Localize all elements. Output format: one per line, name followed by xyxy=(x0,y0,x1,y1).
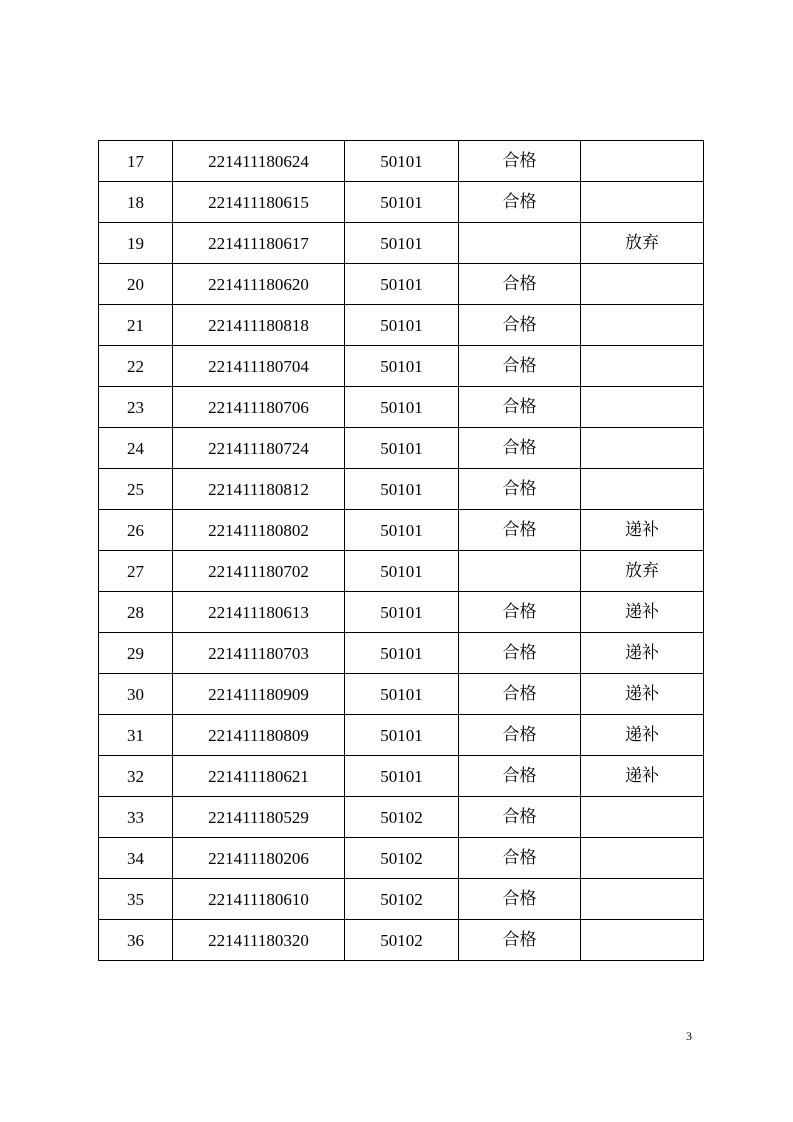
table-row xyxy=(99,469,704,510)
note-cell xyxy=(581,469,704,510)
row-number-cell: 33 xyxy=(99,797,173,838)
row-number-cell: 35 xyxy=(99,879,173,920)
note-cell xyxy=(581,264,704,305)
result-cell: 合格 xyxy=(459,346,581,387)
table-row xyxy=(99,879,704,920)
row-number-cell: 32 xyxy=(99,756,173,797)
row-number-cell: 36 xyxy=(99,920,173,961)
table-row xyxy=(99,592,704,633)
result-cell: 合格 xyxy=(459,305,581,346)
candidate-id-cell: 221411180809 xyxy=(173,715,345,756)
candidate-id-cell: 221411180624 xyxy=(173,141,345,182)
candidate-id-cell: 221411180818 xyxy=(173,305,345,346)
row-number-cell: 21 xyxy=(99,305,173,346)
candidate-id-cell: 221411180812 xyxy=(173,469,345,510)
table-row xyxy=(99,387,704,428)
candidate-id-cell: 221411180320 xyxy=(173,920,345,961)
position-code-cell: 50101 xyxy=(345,182,459,223)
row-number-cell: 29 xyxy=(99,633,173,674)
row-number-cell: 26 xyxy=(99,510,173,551)
table-row xyxy=(99,141,704,182)
position-code-cell: 50101 xyxy=(345,223,459,264)
candidate-id-cell: 221411180610 xyxy=(173,879,345,920)
table-row xyxy=(99,223,704,264)
position-code-cell: 50101 xyxy=(345,141,459,182)
table-row xyxy=(99,920,704,961)
note-cell xyxy=(581,305,704,346)
row-number-cell: 31 xyxy=(99,715,173,756)
table-row xyxy=(99,633,704,674)
position-code-cell: 50101 xyxy=(345,633,459,674)
position-code-cell: 50101 xyxy=(345,305,459,346)
note-cell xyxy=(581,428,704,469)
row-number-cell: 18 xyxy=(99,182,173,223)
result-cell: 合格 xyxy=(459,838,581,879)
table-row xyxy=(99,551,704,592)
candidate-id-cell: 221411180617 xyxy=(173,223,345,264)
result-cell: 合格 xyxy=(459,633,581,674)
result-cell xyxy=(459,223,581,264)
row-number-cell: 28 xyxy=(99,592,173,633)
results-table xyxy=(98,140,704,961)
candidate-id-cell: 221411180620 xyxy=(173,264,345,305)
result-cell: 合格 xyxy=(459,756,581,797)
position-code-cell: 50101 xyxy=(345,264,459,305)
table-row xyxy=(99,797,704,838)
note-cell xyxy=(581,387,704,428)
candidate-id-cell: 221411180621 xyxy=(173,756,345,797)
result-cell: 合格 xyxy=(459,879,581,920)
note-cell xyxy=(581,797,704,838)
row-number-cell: 22 xyxy=(99,346,173,387)
result-cell: 合格 xyxy=(459,510,581,551)
row-number-cell: 23 xyxy=(99,387,173,428)
table-row xyxy=(99,756,704,797)
position-code-cell: 50102 xyxy=(345,838,459,879)
note-cell: 递补 xyxy=(581,510,704,551)
position-code-cell: 50101 xyxy=(345,715,459,756)
position-code-cell: 50102 xyxy=(345,797,459,838)
result-cell xyxy=(459,551,581,592)
note-cell: 递补 xyxy=(581,756,704,797)
note-cell: 放弃 xyxy=(581,551,704,592)
candidate-id-cell: 221411180703 xyxy=(173,633,345,674)
candidate-id-cell: 221411180724 xyxy=(173,428,345,469)
candidate-id-cell: 221411180529 xyxy=(173,797,345,838)
row-number-cell: 30 xyxy=(99,674,173,715)
result-cell: 合格 xyxy=(459,387,581,428)
position-code-cell: 50102 xyxy=(345,920,459,961)
candidate-id-cell: 221411180702 xyxy=(173,551,345,592)
note-cell: 递补 xyxy=(581,674,704,715)
position-code-cell: 50101 xyxy=(345,674,459,715)
candidate-id-cell: 221411180206 xyxy=(173,838,345,879)
result-cell: 合格 xyxy=(459,715,581,756)
position-code-cell: 50101 xyxy=(345,428,459,469)
result-cell: 合格 xyxy=(459,674,581,715)
position-code-cell: 50102 xyxy=(345,879,459,920)
row-number-cell: 34 xyxy=(99,838,173,879)
result-cell: 合格 xyxy=(459,264,581,305)
table-row xyxy=(99,346,704,387)
position-code-cell: 50101 xyxy=(345,346,459,387)
row-number-cell: 19 xyxy=(99,223,173,264)
note-cell xyxy=(581,879,704,920)
position-code-cell: 50101 xyxy=(345,592,459,633)
table-row xyxy=(99,715,704,756)
candidate-id-cell: 221411180615 xyxy=(173,182,345,223)
note-cell xyxy=(581,920,704,961)
table-row xyxy=(99,674,704,715)
table-row xyxy=(99,838,704,879)
table-row xyxy=(99,510,704,551)
result-cell: 合格 xyxy=(459,141,581,182)
position-code-cell: 50101 xyxy=(345,510,459,551)
table-row xyxy=(99,305,704,346)
position-code-cell: 50101 xyxy=(345,469,459,510)
row-number-cell: 20 xyxy=(99,264,173,305)
candidate-id-cell: 221411180613 xyxy=(173,592,345,633)
result-cell: 合格 xyxy=(459,428,581,469)
position-code-cell: 50101 xyxy=(345,387,459,428)
row-number-cell: 27 xyxy=(99,551,173,592)
note-cell: 放弃 xyxy=(581,223,704,264)
row-number-cell: 17 xyxy=(99,141,173,182)
result-cell: 合格 xyxy=(459,797,581,838)
page-number: 3 xyxy=(686,1029,692,1043)
candidate-id-cell: 221411180706 xyxy=(173,387,345,428)
note-cell xyxy=(581,141,704,182)
candidate-id-cell: 221411180802 xyxy=(173,510,345,551)
position-code-cell: 50101 xyxy=(345,756,459,797)
candidate-id-cell: 221411180704 xyxy=(173,346,345,387)
result-cell: 合格 xyxy=(459,592,581,633)
result-cell: 合格 xyxy=(459,920,581,961)
note-cell xyxy=(581,838,704,879)
note-cell: 递补 xyxy=(581,715,704,756)
note-cell xyxy=(581,346,704,387)
note-cell: 递补 xyxy=(581,592,704,633)
note-cell xyxy=(581,182,704,223)
table-body xyxy=(99,141,704,961)
result-cell: 合格 xyxy=(459,182,581,223)
candidate-id-cell: 221411180909 xyxy=(173,674,345,715)
note-cell: 递补 xyxy=(581,633,704,674)
result-cell: 合格 xyxy=(459,469,581,510)
table-row xyxy=(99,264,704,305)
row-number-cell: 25 xyxy=(99,469,173,510)
table-row xyxy=(99,182,704,223)
row-number-cell: 24 xyxy=(99,428,173,469)
table-row xyxy=(99,428,704,469)
position-code-cell: 50101 xyxy=(345,551,459,592)
